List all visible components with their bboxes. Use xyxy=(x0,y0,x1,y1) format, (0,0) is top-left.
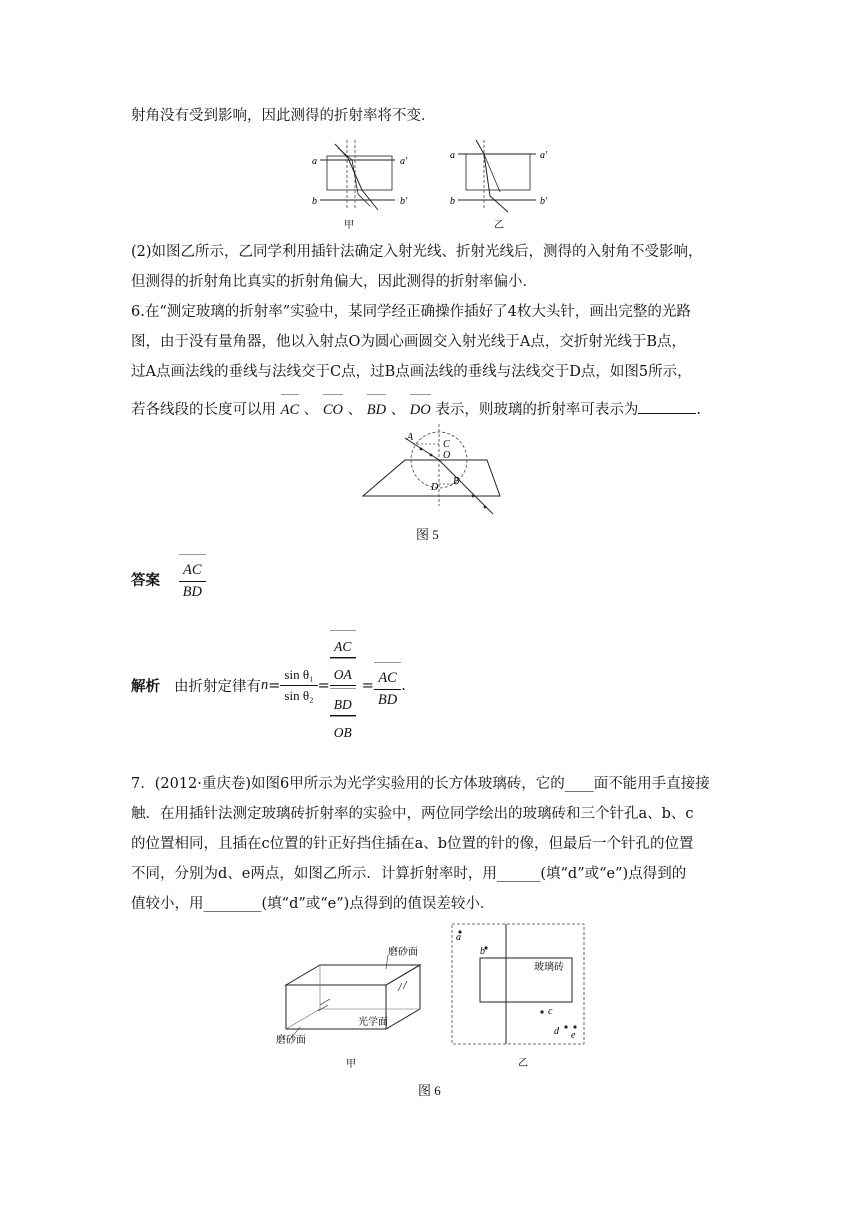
q7-line-5: 值较小，用________(填“d”或“e”)点得到的值误差较小． xyxy=(131,896,495,912)
caption-fig5: 图 5 xyxy=(416,527,439,542)
q6-line-4a: 若各线段的长度可以用 xyxy=(131,402,276,418)
figure-jia-yi xyxy=(300,134,570,234)
analysis-end: . xyxy=(401,677,406,694)
point-e: e xyxy=(571,1030,576,1041)
label-b: b xyxy=(312,196,317,207)
analysis-label: 解析 xyxy=(131,679,160,695)
analysis-f1-den: OA xyxy=(330,666,356,683)
q6-line-1: 6.在“测定玻璃的折射率”实验中，某同学经正确操作插好了4枚大头针，画出完整的光路 xyxy=(131,304,691,320)
label-B: B xyxy=(453,476,460,487)
q6-line-3: 过A点画法线的垂线与法线交于C点，过B点画法线的垂线与法线交于D点，如图5所示， xyxy=(131,364,692,380)
point-a: a xyxy=(456,932,461,943)
label-b-prime: b′ xyxy=(400,196,408,207)
point-b: b xyxy=(480,946,485,957)
segment-sep-3: 、 xyxy=(390,402,406,418)
label-a-prime-yi: a′ xyxy=(540,150,548,161)
point-c: c xyxy=(548,1006,553,1017)
label-guangxue: 光学面 xyxy=(358,1017,388,1028)
figure-jia xyxy=(312,140,408,231)
analysis-text: 由折射定律有 xyxy=(174,679,261,695)
q7-line-4: 不同，分别为d、e两点，如图乙所示．计算折射率时，用______(填“d”或“e”)点得到的 xyxy=(131,866,687,882)
analysis-sin1: sin θ₁ xyxy=(284,667,314,682)
segment-ac: AC xyxy=(280,402,300,418)
answer-blank xyxy=(638,413,696,414)
label-C: C xyxy=(443,439,450,450)
label-mosha-top: 磨砂面 xyxy=(388,947,418,958)
answer-label: 答案 xyxy=(131,572,160,589)
analysis-eq-2: = xyxy=(317,677,330,694)
text-line-1: 射角没有受到影响，因此测得的折射率将不变． xyxy=(131,108,436,124)
label-b-yi: b xyxy=(450,196,455,207)
label-a: a xyxy=(312,156,317,167)
figure-5 xyxy=(355,420,515,520)
q6-line-4: 若各线段的长度可以用 AC 、 CO 、 BD 、 DO 表示，则玻璃的折射率可表示为 . xyxy=(131,402,701,418)
segment-sep-2: 、 xyxy=(347,402,363,418)
analysis-sin2: sin θ₂ xyxy=(284,688,314,703)
analysis-n: n xyxy=(261,677,269,693)
figure-yi xyxy=(450,140,548,231)
answer-num: AC xyxy=(179,562,206,579)
q6-line-4b: 表示，则玻璃的折射率可表示为 xyxy=(435,402,639,418)
segment-do: DO xyxy=(409,402,431,418)
caption-yi-6: 乙 xyxy=(518,1058,528,1069)
point-d: d xyxy=(554,1026,559,1037)
answer-block xyxy=(131,556,206,601)
caption-fig6: 图 6 xyxy=(418,1083,441,1098)
q7-line-2: 触．在用插针法测定玻璃砖折射率的实验中，两位同学绘出的玻璃砖和三个针孔a、b、c xyxy=(131,806,694,822)
figure-6-jia xyxy=(270,945,440,1075)
figure-6-yi xyxy=(448,920,593,1075)
caption-jia: 甲 xyxy=(344,220,354,231)
segment-sep-1: 、 xyxy=(303,402,319,418)
label-O: O xyxy=(443,450,451,461)
analysis-eq-3: = xyxy=(361,677,374,694)
q7-line-1: 7．(2012·重庆卷)如图6甲所示为光学实验用的长方体玻璃砖，它的____面不能用手直接接 xyxy=(131,776,710,792)
analysis-result-den: BD xyxy=(377,692,398,708)
analysis-f1-num: AC xyxy=(330,638,356,655)
text-line-2: (2)如图乙所示，乙同学利用插针法确定入射光线、折射光线后，测得的入射角不受影响， xyxy=(131,244,703,260)
label-a-prime: a′ xyxy=(400,156,408,167)
segment-co: CO xyxy=(322,402,344,418)
analysis-block xyxy=(131,630,406,741)
text-line-3: 但测得的折射角比真实的折射角偏大，因此测得的折射率偏小． xyxy=(131,274,537,290)
segment-bd: BD xyxy=(366,402,387,418)
q7-line-3: 的位置相同，且插在c位置的针正好挡住插在a、b位置的针的像，但最后一个针孔的位置 xyxy=(131,836,694,852)
label-D: D xyxy=(431,482,439,493)
label-A: A xyxy=(407,432,414,443)
caption-jia-6: 甲 xyxy=(346,1059,356,1070)
analysis-result-num: AC xyxy=(374,670,401,687)
label-a-yi: a xyxy=(450,150,455,161)
analysis-f2-num: BD xyxy=(330,696,356,713)
label-mosha-bottom: 磨砂面 xyxy=(276,1035,306,1046)
label-b-prime-yi: b′ xyxy=(540,196,548,207)
q6-line-2: 图，由于没有量角器，他以入射点O为圆心画圆交入射光线于A点，交折射光线于B点， xyxy=(131,334,687,350)
answer-den: BD xyxy=(182,584,202,600)
analysis-eq-1: = xyxy=(268,677,281,694)
label-boli: 玻璃砖 xyxy=(534,962,564,973)
caption-yi: 乙 xyxy=(494,220,504,231)
analysis-f2-den: OB xyxy=(330,724,356,741)
